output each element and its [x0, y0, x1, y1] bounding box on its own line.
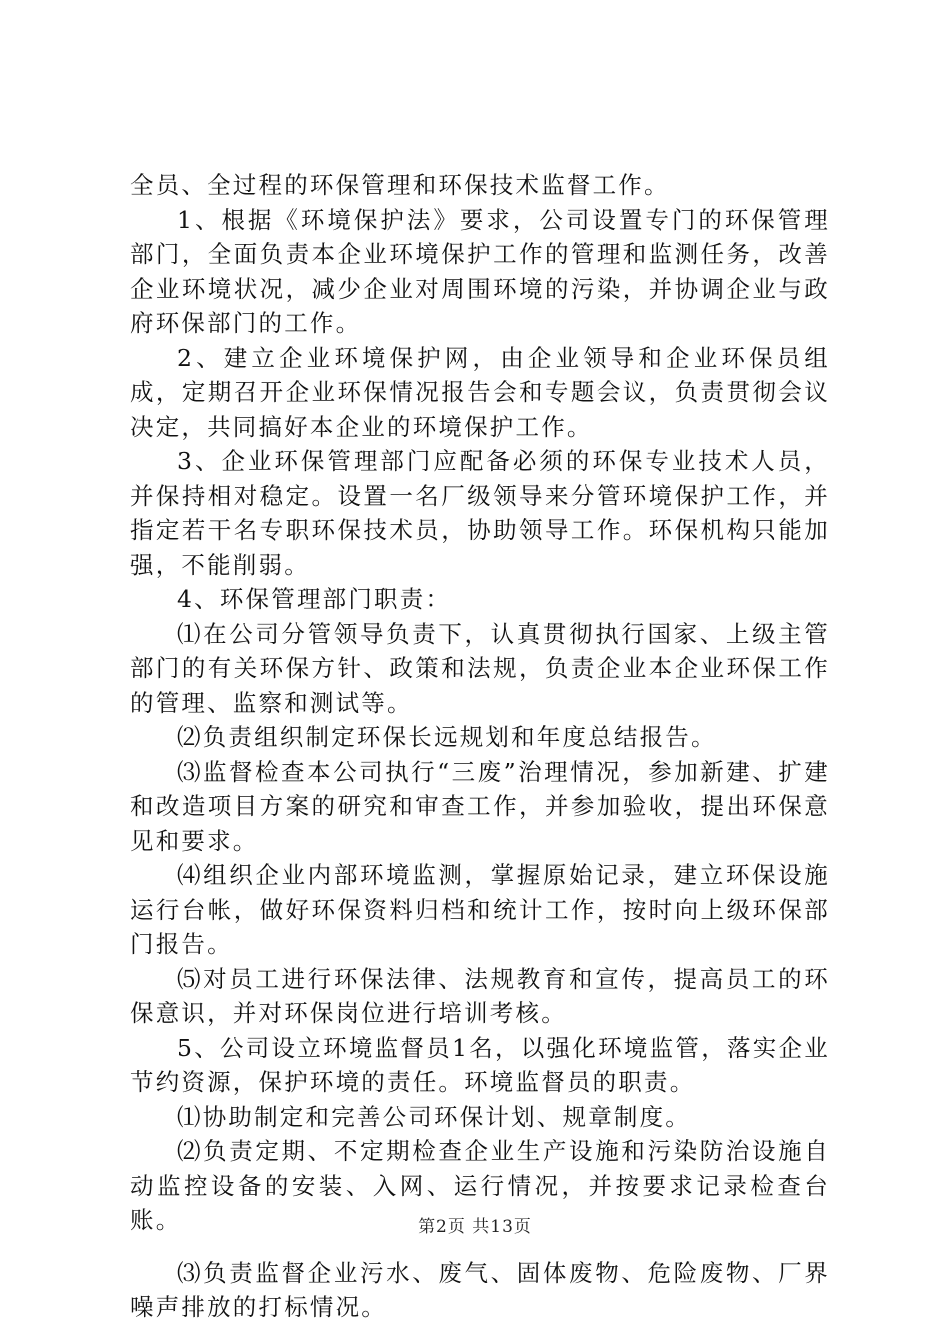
paragraph-subitem-4-4: ⑷组织企业内部环境监测，掌握原始记录，建立环保设施运行台帐，做好环保资料归档和统计工作，按时向上级环保部门报告。	[130, 861, 830, 958]
paragraph-subitem-5-2: ⑵负责定期、不定期检查企业生产设施和污染防治设施自动监控设备的安装、入网、运行情况，并按要求记录检查台账。	[130, 1137, 830, 1234]
paragraph-continuation: 全员、全过程的环保管理和环保技术监督工作。	[130, 171, 670, 199]
document-body	[130, 168, 830, 1325]
paragraph-item-4: 4、环保管理部门职责：	[177, 585, 452, 613]
paragraph-subitem-5-3: ⑶负责监督企业污水、废气、固体废物、危险废物、厂界噪声排放的打标情况。	[130, 1258, 830, 1321]
paragraph-item-2: 2、建立企业环境保护网，由企业领导和企业环保员组成，定期召开企业环保情况报告会和专题会议，负责贯彻会议决定，共同搞好本企业的环境保护工作。	[130, 343, 830, 441]
paragraph-item-3: 3、企业环保管理部门应配备必须的环保专业技术人员，并保持相对稳定。设置一名厂级领导来分管环境保护工作，并指定若干名专职环保技术员，协助领导工作。环保机构只能加强，不能削弱。	[130, 447, 830, 579]
paragraph-item-5: 5、公司设立环境监督员1名，以强化环境监管，落实企业节约资源，保护环境的责任。环境监督员的职责。	[130, 1033, 830, 1096]
paragraph-subitem-4-2: ⑵负责组织制定环保长远规划和年度总结报告。	[177, 723, 717, 751]
paragraph-subitem-4-5: ⑸对员工进行环保法律、法规教育和宣传，提高员工的环保意识，并对环保岗位进行培训考核。	[130, 964, 830, 1027]
paragraph-subitem-4-3: ⑶监督检查本公司执行“三废”治理情况，参加新建、扩建和改造项目方案的研究和审查工作，并参加验收，提出环保意见和要求。	[130, 757, 830, 855]
paragraph-item-1: 1、根据《环境保护法》要求，公司设置专门的环保管理部门，全面负责本企业环境保护工作的管理和监测任务，改善企业环境状况，减少企业对周围环境的污染，并协调企业与政府环保部门的工作。	[130, 205, 830, 337]
paragraph-subitem-5-1: ⑴协助制定和完善公司环保计划、规章制度。	[177, 1102, 691, 1131]
paragraph-subitem-4-1: ⑴在公司分管领导负责下，认真贯彻执行国家、上级主管部门的有关环保方针、政策和法规，负责企业本企业环保工作的管理、监察和测试等。	[130, 619, 830, 717]
page-number-footer: 第2页 共13页	[418, 1217, 532, 1237]
